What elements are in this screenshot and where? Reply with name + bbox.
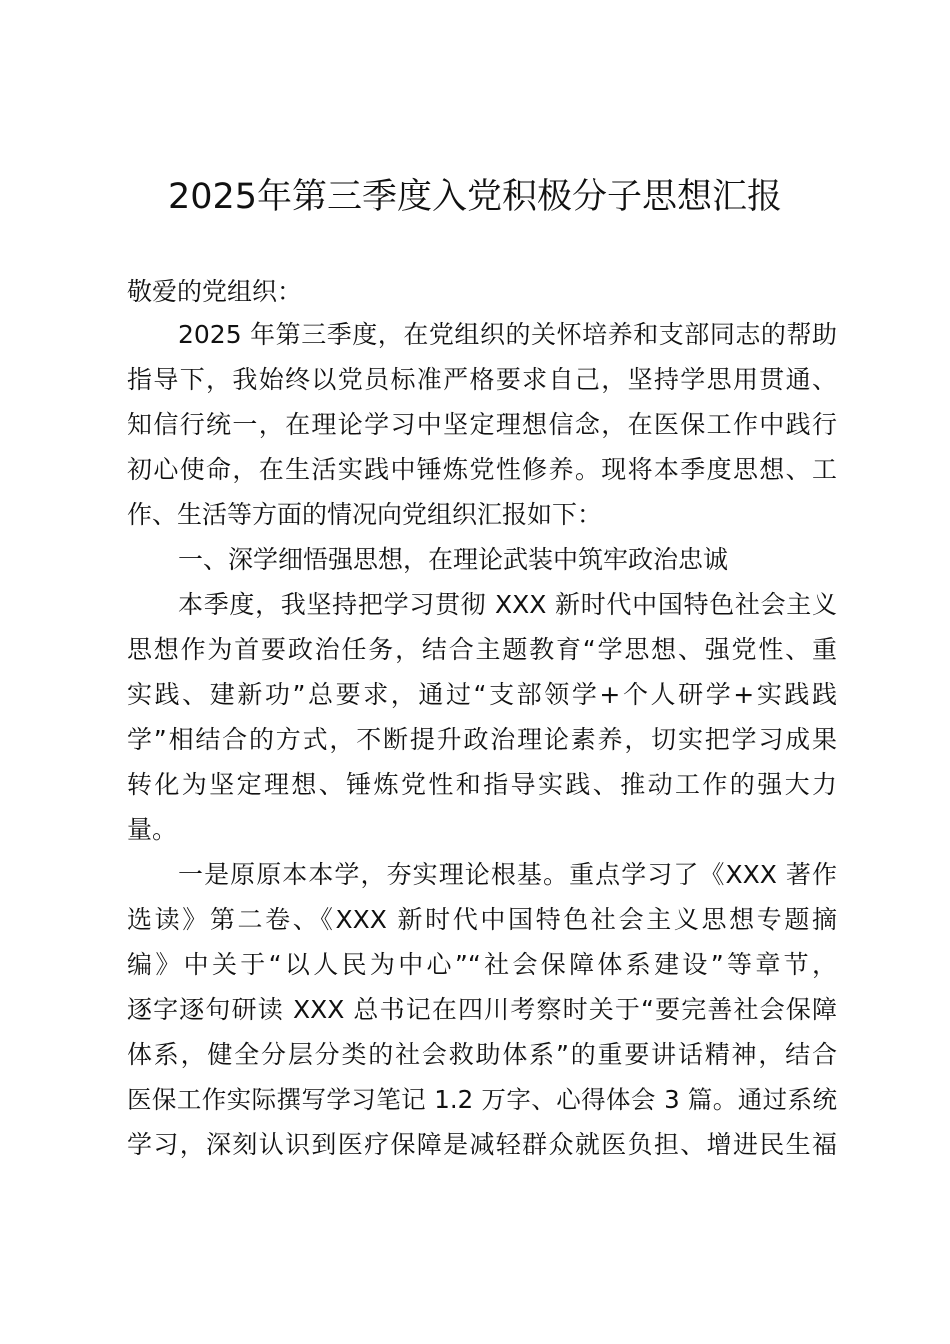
document-title: 2025年第三季度入党积极分子思想汇报 — [167, 177, 783, 217]
body-line: 本季度，我坚持把学习贯彻 XXX 新时代中国特色社会主义 — [178, 590, 837, 619]
body-line: 指导下，我始终以党员标准严格要求自己，坚持学思用贯通、 — [127, 365, 837, 394]
body-line: 一是原原本本学，夯实理论根基。重点学习了《XXX 著作 — [178, 860, 837, 889]
section-heading: 一、深学细悟强思想，在理论武装中筑牢政治忠诚 — [178, 545, 729, 574]
body-line: 编》中关于“以人民为中心”“社会保障体系建设”等章节， — [127, 950, 837, 979]
body-line: 学习，深刻认识到医疗保障是减轻群众就医负担、增进民生福 — [127, 1130, 837, 1159]
body-line: 思想作为首要政治任务，结合主题教育“学思想、强党性、重 — [127, 635, 837, 664]
body-line: 量。 — [127, 815, 178, 844]
body-line: 作、生活等方面的情况向党组织汇报如下： — [127, 500, 603, 529]
body-line: 知信行统一，在理论学习中坚定理想信念，在医保工作中践行 — [127, 410, 837, 439]
body-line: 2025 年第三季度，在党组织的关怀培养和支部同志的帮助 — [178, 320, 837, 349]
body-line: 选读》第二卷、《XXX 新时代中国特色社会主义思想专题摘 — [127, 905, 837, 934]
body-line: 初心使命，在生活实践中锤炼党性修养。现将本季度思想、工 — [127, 455, 837, 484]
body-line: 实践、建新功”总要求，通过“支部领学+个人研学+实践践 — [127, 680, 837, 709]
body-line: 医保工作实际撰写学习笔记 1.2 万字、心得体会 3 篇。通过系统 — [127, 1085, 837, 1114]
body-line: 体系，健全分层分类的社会救助体系”的重要讲话精神，结合 — [127, 1040, 837, 1069]
document-body — [127, 315, 837, 1170]
salutation: 敬爱的党组织： — [127, 277, 303, 306]
body-line: 逐字逐句研读 XXX 总书记在四川考察时关于“要完善社会保障 — [127, 995, 837, 1024]
body-line: 学”相结合的方式，不断提升政治理论素养，切实把学习成果 — [127, 725, 837, 754]
body-line: 转化为坚定理想、锤炼党性和指导实践、推动工作的强大力 — [127, 770, 837, 799]
